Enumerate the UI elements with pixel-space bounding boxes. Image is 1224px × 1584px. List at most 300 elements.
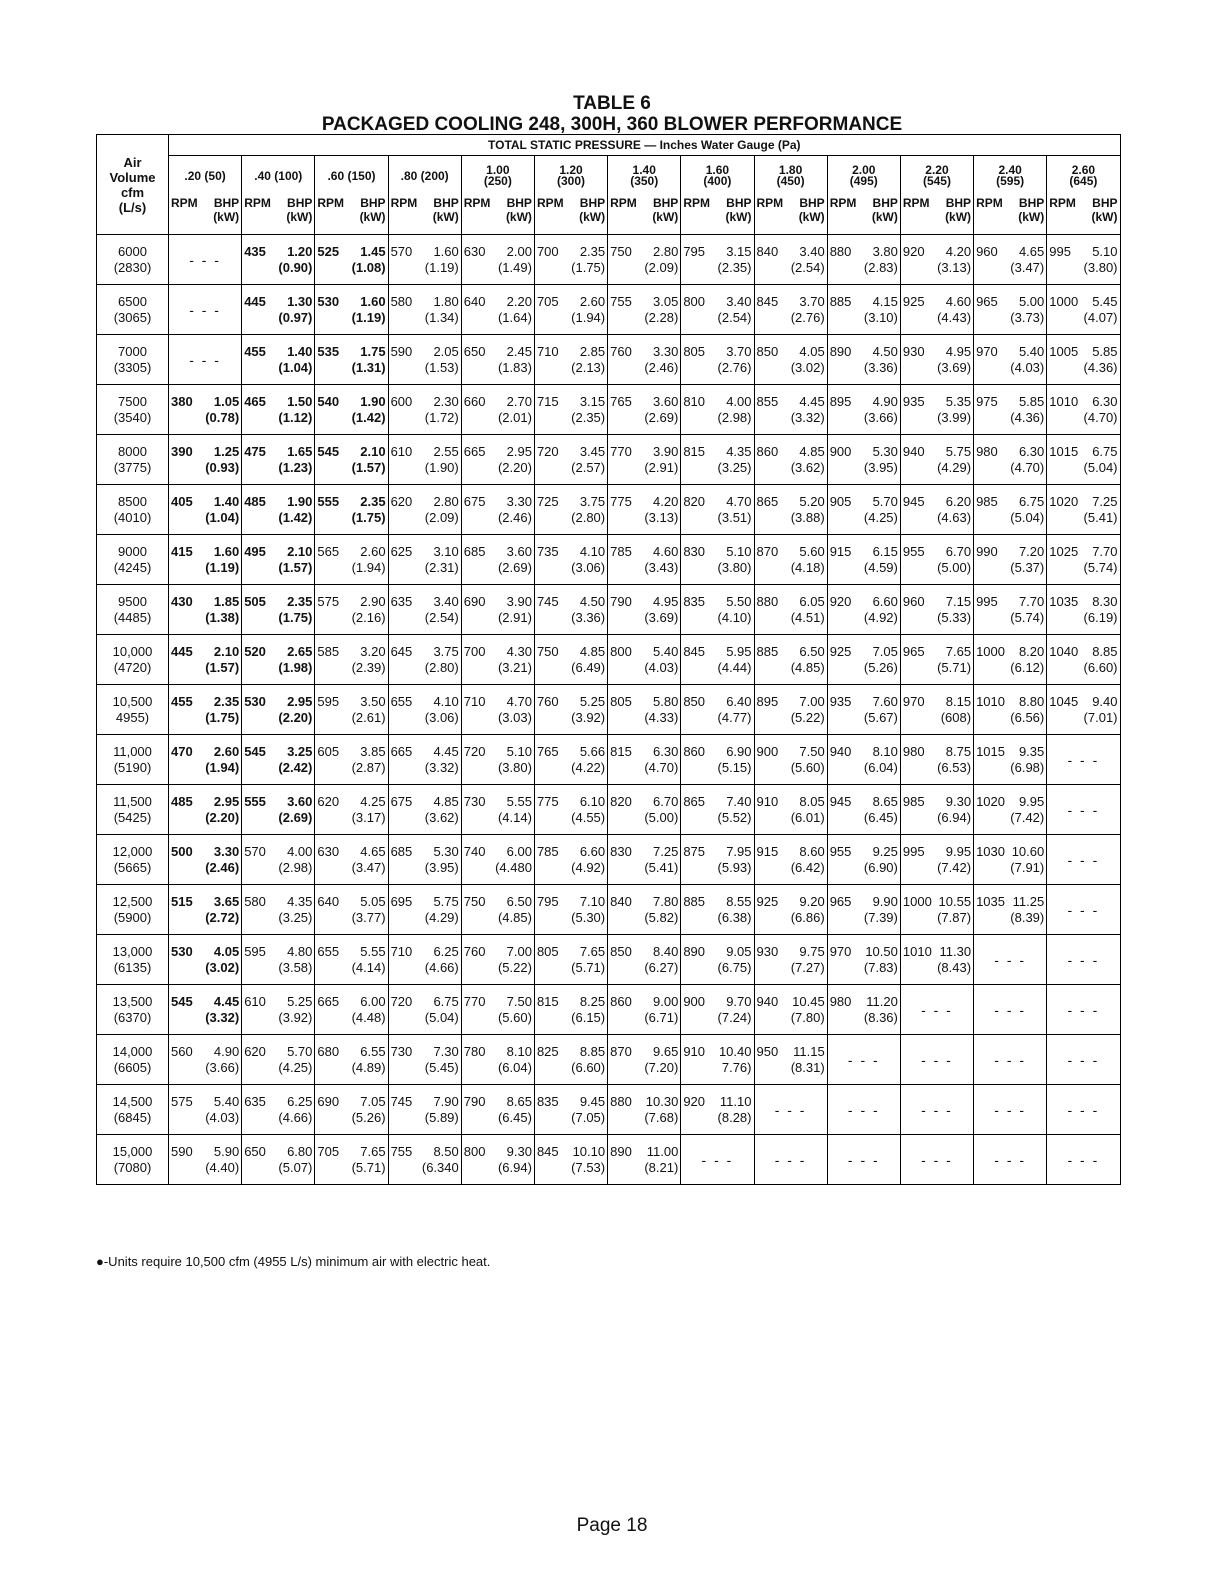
kw-value: (2.20)	[205, 809, 240, 825]
rpm-value: 485	[171, 793, 193, 809]
air-volume-cell	[97, 735, 169, 785]
air-volume-cfm: 14,500	[112, 1093, 153, 1109]
bhp-value: 4.10	[579, 543, 606, 559]
rpm-bhp-values	[828, 794, 900, 810]
rpm-bhp-values	[608, 794, 680, 810]
performance-cell	[754, 985, 827, 1035]
performance-cell	[681, 285, 754, 335]
rpm-label: RPM	[390, 196, 418, 210]
kw-value: (2.91)	[497, 609, 532, 625]
performance-cell	[608, 685, 681, 735]
performance-cell	[534, 885, 607, 935]
rpm-bhp-label	[315, 196, 387, 210]
bhp-value: 6.00	[506, 843, 532, 859]
performance-cell	[900, 335, 973, 385]
rpm-value: 980	[976, 443, 998, 459]
performance-cell	[827, 935, 900, 985]
rpm-bhp-values	[169, 594, 241, 610]
rpm-value: 825	[536, 1043, 559, 1059]
rpm-value: 1005	[1049, 343, 1079, 359]
rpm-bhp-values	[169, 744, 241, 760]
bhp-value: 5.00	[1018, 293, 1045, 309]
performance-cell	[242, 435, 315, 485]
rpm-bhp-values	[828, 894, 900, 910]
pressure-label-line: 2.40	[998, 163, 1022, 177]
bhp-value: 5.05	[360, 893, 386, 909]
kw-value: (4.59)	[863, 559, 898, 575]
pressure-label-line: 2.20	[925, 163, 949, 177]
bhp-value: 4.95	[653, 593, 679, 609]
performance-cell	[388, 935, 461, 985]
bhp-value: 8.60	[799, 843, 825, 859]
rpm-bhp-values	[828, 694, 900, 710]
bhp-value: 9.00	[653, 993, 679, 1009]
performance-cell	[754, 335, 827, 385]
kw-value: (4.51)	[790, 609, 825, 625]
kw-value: (7.42)	[1010, 809, 1045, 825]
bhp-value: 6.60	[579, 843, 606, 859]
performance-cell	[242, 785, 315, 835]
kw-value: (6.49)	[571, 659, 606, 675]
kw-value: (1.19)	[351, 309, 386, 325]
performance-cell	[1047, 335, 1120, 385]
pressure-column-header	[754, 156, 827, 235]
rpm-value: 390	[171, 443, 193, 459]
kw-value: (6.45)	[497, 1109, 532, 1125]
kw-value: (2.61)	[351, 709, 386, 725]
bhp-value: 4.30	[506, 643, 532, 659]
performance-cell	[974, 685, 1047, 735]
kw-value: (6.04)	[497, 1059, 532, 1075]
rpm-value: 1010	[1049, 393, 1079, 409]
bhp-value: 2.10	[287, 543, 313, 559]
bhp-value: 9.70	[726, 993, 752, 1009]
kw-value: (1.19)	[424, 259, 459, 275]
bhp-value: 1.65	[287, 443, 313, 459]
rpm-value: 820	[610, 793, 632, 809]
rpm-bhp-values	[974, 494, 1046, 510]
table-row	[97, 835, 1121, 885]
bhp-value: 5.95	[726, 643, 752, 659]
rpm-bhp-values	[608, 894, 680, 910]
rpm-bhp-label	[974, 196, 1046, 210]
rpm-value: 885	[756, 643, 779, 659]
rpm-bhp-values	[315, 294, 387, 310]
performance-cell	[461, 285, 534, 335]
empty-cell: - - -	[1047, 835, 1120, 885]
bhp-value: 9.95	[945, 843, 972, 859]
pressure-label-text	[484, 165, 512, 187]
rpm-value: 995	[976, 593, 998, 609]
performance-cell	[461, 835, 534, 885]
air-volume-ls: (3065)	[113, 309, 152, 325]
pressure-label-line: .60 (150)	[327, 168, 376, 183]
air-volume-ls: (4245)	[113, 559, 152, 575]
kw-value: (4.85)	[497, 909, 532, 925]
kw-label: (kW)	[286, 210, 313, 224]
bhp-value: 7.00	[799, 693, 825, 709]
rpm-value: 555	[244, 793, 266, 809]
rpm-bhp-values	[901, 294, 973, 310]
empty-cell: - - -	[974, 1135, 1047, 1185]
air-volume-ls: (4720)	[113, 659, 152, 675]
rpm-value: 930	[902, 343, 925, 359]
bhp-value: 7.30	[433, 1043, 459, 1059]
performance-cell	[608, 1085, 681, 1135]
rpm-bhp-values	[681, 594, 753, 610]
performance-cell	[242, 385, 315, 435]
kw-value: (3.32)	[424, 759, 459, 775]
performance-cell	[461, 635, 534, 685]
rpm-label: RPM	[756, 196, 784, 210]
kw-value: (1.94)	[351, 559, 386, 575]
performance-cell	[169, 485, 242, 535]
kw-value: (3.73)	[1010, 309, 1045, 325]
rpm-bhp-label	[389, 196, 461, 210]
performance-cell	[608, 835, 681, 885]
kw-value: (2.20)	[497, 459, 532, 475]
air-volume-cell	[97, 435, 169, 485]
performance-cell	[754, 835, 827, 885]
rpm-value: 850	[610, 943, 632, 959]
rpm-bhp-values	[242, 444, 314, 460]
bhp-value: 3.80	[872, 243, 898, 259]
rpm-value: 800	[683, 293, 706, 309]
bhp-value: 3.15	[579, 393, 606, 409]
rpm-bhp-values	[462, 894, 534, 910]
kw-value: 7.76)	[721, 1059, 752, 1075]
rpm-value: 630	[463, 243, 486, 259]
performance-cell	[315, 885, 388, 935]
table-row	[97, 735, 1121, 785]
bhp-value: 10.55	[938, 893, 972, 909]
rpm-value: 720	[536, 443, 559, 459]
rpm-value: 765	[536, 743, 559, 759]
rpm-value: 575	[317, 593, 340, 609]
bhp-value: 2.95	[506, 443, 532, 459]
rpm-value: 960	[976, 243, 998, 259]
performance-cell	[534, 1085, 607, 1135]
bhp-value: 6.50	[799, 643, 825, 659]
rpm-value: 540	[317, 393, 340, 409]
bhp-value: 4.15	[872, 293, 898, 309]
bhp-value: 5.40	[213, 1093, 240, 1109]
performance-cell	[681, 235, 754, 285]
pressure-label-line: (450)	[776, 174, 805, 188]
rpm-bhp-values	[608, 744, 680, 760]
bhp-value: 4.60	[653, 543, 679, 559]
bhp-value: 9.95	[1018, 793, 1045, 809]
kw-value: (6.98)	[1010, 759, 1045, 775]
rpm-value: 570	[244, 843, 266, 859]
bhp-value: 6.30	[653, 743, 679, 759]
rpm-value: 650	[463, 343, 486, 359]
rpm-value: 745	[536, 593, 559, 609]
kw-value: (4.89)	[351, 1059, 386, 1075]
air-volume-cell	[97, 835, 169, 885]
air-volume-header	[97, 135, 169, 235]
air-volume-cfm: 14,000	[112, 1043, 153, 1059]
air-volume-cell	[97, 785, 169, 835]
performance-cell	[754, 685, 827, 735]
rpm-value: 935	[902, 393, 925, 409]
air-volume-ls: (2830)	[113, 259, 152, 275]
performance-cell	[388, 435, 461, 485]
bhp-value: 6.20	[945, 493, 972, 509]
bhp-value: 3.65	[213, 893, 240, 909]
kw-value: (3.43)	[644, 559, 679, 575]
rpm-bhp-values	[242, 344, 314, 360]
empty-cell: - - -	[1047, 935, 1120, 985]
performance-cell	[754, 585, 827, 635]
pressure-label-line: 1.20	[559, 163, 583, 177]
rpm-value: 710	[463, 693, 486, 709]
rpm-value: 900	[683, 993, 706, 1009]
rpm-value: 1020	[1049, 493, 1079, 509]
kw-value: (2.54)	[790, 259, 825, 275]
air-volume-cell	[97, 535, 169, 585]
rpm-bhp-values	[974, 594, 1046, 610]
rpm-value: 730	[390, 1043, 413, 1059]
pressure-label-text	[850, 165, 878, 187]
rpm-value: 770	[610, 443, 632, 459]
kw-value: (4.63)	[937, 509, 972, 525]
rpm-value: 940	[756, 993, 779, 1009]
kw-value: (1.19)	[205, 559, 240, 575]
bhp-value: 10.60	[1011, 843, 1045, 859]
performance-cell	[388, 835, 461, 885]
kw-value: (2.80)	[571, 509, 606, 525]
performance-cell	[461, 535, 534, 585]
bhp-value: 6.55	[360, 1043, 386, 1059]
bhp-value: 1.80	[433, 293, 459, 309]
air-volume-ls: (6135)	[113, 959, 152, 975]
bhp-value: 3.10	[433, 543, 459, 559]
rpm-bhp-values	[169, 544, 241, 560]
rpm-bhp-values	[828, 544, 900, 560]
rpm-bhp-values	[608, 944, 680, 960]
performance-cell	[681, 835, 754, 885]
kw-value: (4.40)	[205, 1159, 240, 1175]
air-volume-ls: (5190)	[113, 759, 152, 775]
rpm-value: 880	[756, 593, 779, 609]
air-volume-header-line: cfm	[120, 184, 145, 200]
kw-value: (3.58)	[278, 959, 313, 975]
performance-cell	[242, 585, 315, 635]
rpm-bhp-values	[901, 394, 973, 410]
rpm-value: 805	[536, 943, 559, 959]
kw-value: (1.57)	[351, 459, 386, 475]
rpm-value: 925	[829, 643, 852, 659]
kw-value: (3.80)	[1083, 259, 1118, 275]
bhp-value: 2.60	[579, 293, 606, 309]
bhp-value: 3.60	[653, 393, 679, 409]
rpm-value: 750	[610, 243, 632, 259]
kw-value: (2.35)	[571, 409, 606, 425]
rpm-bhp-values	[1047, 394, 1119, 410]
pressure-label	[1047, 156, 1119, 196]
rpm-value: 690	[317, 1093, 340, 1109]
performance-cell	[974, 885, 1047, 935]
bhp-value: 6.70	[945, 543, 972, 559]
rpm-bhp-values	[608, 1094, 680, 1110]
bhp-value: 11.10	[719, 1093, 752, 1109]
performance-cell	[608, 735, 681, 785]
pressure-label	[315, 156, 387, 196]
rpm-bhp-values	[535, 744, 607, 760]
performance-cell	[974, 735, 1047, 785]
pressure-label	[681, 156, 753, 196]
performance-cell	[681, 1035, 754, 1085]
empty-cell: - - -	[827, 1135, 900, 1185]
rpm-bhp-values	[169, 494, 241, 510]
bhp-value: 4.95	[945, 343, 972, 359]
kw-value: (4.36)	[1083, 359, 1118, 375]
rpm-value: 675	[463, 493, 486, 509]
kw-value: (2.87)	[351, 759, 386, 775]
rpm-bhp-values	[389, 394, 461, 410]
bhp-value: 3.25	[287, 743, 313, 759]
empty-cell: - - -	[900, 1035, 973, 1085]
performance-cell	[169, 885, 242, 935]
kw-value: (608)	[940, 709, 972, 725]
rpm-value: 840	[756, 243, 779, 259]
rpm-bhp-values	[1047, 644, 1119, 660]
bhp-value: 10.10	[572, 1143, 606, 1159]
rpm-value: 600	[390, 393, 413, 409]
rpm-value: 970	[829, 943, 852, 959]
rpm-value: 665	[463, 443, 486, 459]
rpm-bhp-values	[901, 644, 973, 660]
performance-cell	[681, 735, 754, 785]
performance-cell	[534, 735, 607, 785]
performance-cell	[827, 835, 900, 885]
performance-cell	[169, 1085, 242, 1135]
performance-cell	[461, 385, 534, 435]
rpm-value: 1025	[1049, 543, 1079, 559]
kw-value: (4.85)	[790, 659, 825, 675]
bhp-label: BHP	[433, 196, 459, 210]
bhp-value: 1.20	[287, 243, 313, 259]
rpm-bhp-values	[535, 994, 607, 1010]
rpm-value: 885	[683, 893, 706, 909]
bhp-value: 4.05	[799, 343, 825, 359]
performance-cell	[1047, 535, 1120, 585]
bhp-value: 8.30	[1092, 593, 1118, 609]
bhp-value: 7.70	[1018, 593, 1045, 609]
table-row	[97, 335, 1121, 385]
bhp-value: 5.40	[1018, 343, 1045, 359]
performance-cell	[827, 485, 900, 535]
bhp-value: 2.60	[213, 743, 240, 759]
rpm-bhp-values	[901, 694, 973, 710]
kw-value: (6.04)	[863, 759, 898, 775]
kw-value: (2.46)	[644, 359, 679, 375]
performance-cell	[461, 735, 534, 785]
rpm-value: 965	[829, 893, 852, 909]
kw-value: (6.94)	[497, 1159, 532, 1175]
rpm-bhp-values	[315, 1044, 387, 1060]
bhp-value: 7.80	[653, 893, 679, 909]
kw-value: (2.35)	[717, 259, 752, 275]
rpm-value: 725	[536, 493, 559, 509]
kw-value: (4.22)	[571, 759, 606, 775]
bhp-value: 7.05	[360, 1093, 386, 1109]
performance-cell	[242, 335, 315, 385]
kw-value: (2.09)	[424, 509, 459, 525]
air-volume-cfm: 10,000	[112, 643, 153, 659]
bhp-value: 1.45	[360, 243, 386, 259]
rpm-value: 880	[829, 243, 852, 259]
bhp-value: 3.45	[579, 443, 606, 459]
pressure-label-line: (250)	[483, 174, 512, 188]
bhp-value: 8.80	[1018, 693, 1045, 709]
performance-cell	[974, 835, 1047, 885]
performance-cell	[461, 1085, 534, 1135]
air-volume-cfm: 13,000	[112, 943, 153, 959]
rpm-value: 1010	[902, 943, 932, 959]
bhp-value: 11.25	[1012, 893, 1045, 909]
rpm-bhp-values	[755, 444, 827, 460]
performance-cell	[315, 685, 388, 735]
performance-cell	[754, 235, 827, 285]
performance-cell	[242, 1135, 315, 1185]
bhp-value: 8.65	[506, 1093, 532, 1109]
bhp-value: 2.45	[506, 343, 532, 359]
rpm-bhp-values	[242, 744, 314, 760]
rpm-bhp-values	[901, 844, 973, 860]
pressure-label	[535, 156, 607, 196]
empty-cell: - - -	[827, 1035, 900, 1085]
bhp-value: 3.30	[653, 343, 679, 359]
kw-value: (3.06)	[424, 709, 459, 725]
rpm-bhp-values	[169, 694, 241, 710]
air-volume-cfm: 7000	[118, 343, 147, 359]
rpm-bhp-values	[755, 1044, 827, 1060]
bhp-value: 3.15	[726, 243, 752, 259]
kw-value: (5.00)	[937, 559, 972, 575]
bhp-value: 1.30	[287, 293, 313, 309]
performance-cell	[827, 535, 900, 585]
kw-value: (7.80)	[790, 1009, 825, 1025]
kw-value: (3.02)	[790, 359, 825, 375]
rpm-value: 900	[829, 443, 852, 459]
bhp-value: 4.65	[360, 843, 386, 859]
rpm-bhp-values	[681, 694, 753, 710]
kw-value: (2.54)	[717, 309, 752, 325]
air-volume-cell	[97, 985, 169, 1035]
rpm-bhp-values	[1047, 494, 1119, 510]
rpm-value: 685	[390, 843, 413, 859]
rpm-bhp-values	[535, 1044, 607, 1060]
kw-value: (3.36)	[863, 359, 898, 375]
rpm-bhp-values	[681, 944, 753, 960]
rpm-value: 865	[683, 793, 706, 809]
bhp-value: 5.25	[579, 693, 606, 709]
pressure-column-header	[608, 156, 681, 235]
bhp-value: 8.65	[872, 793, 898, 809]
rpm-value: 985	[976, 493, 998, 509]
bhp-value: 6.10	[579, 793, 606, 809]
bhp-value: 7.60	[872, 693, 898, 709]
kw-value: (8.31)	[790, 1059, 825, 1075]
bhp-value: 5.50	[726, 593, 752, 609]
rpm-bhp-values	[608, 994, 680, 1010]
rpm-value: 755	[610, 293, 632, 309]
bhp-value: 8.50	[433, 1143, 459, 1159]
bhp-value: 8.10	[872, 743, 898, 759]
kw-value: (1.98)	[278, 659, 313, 675]
